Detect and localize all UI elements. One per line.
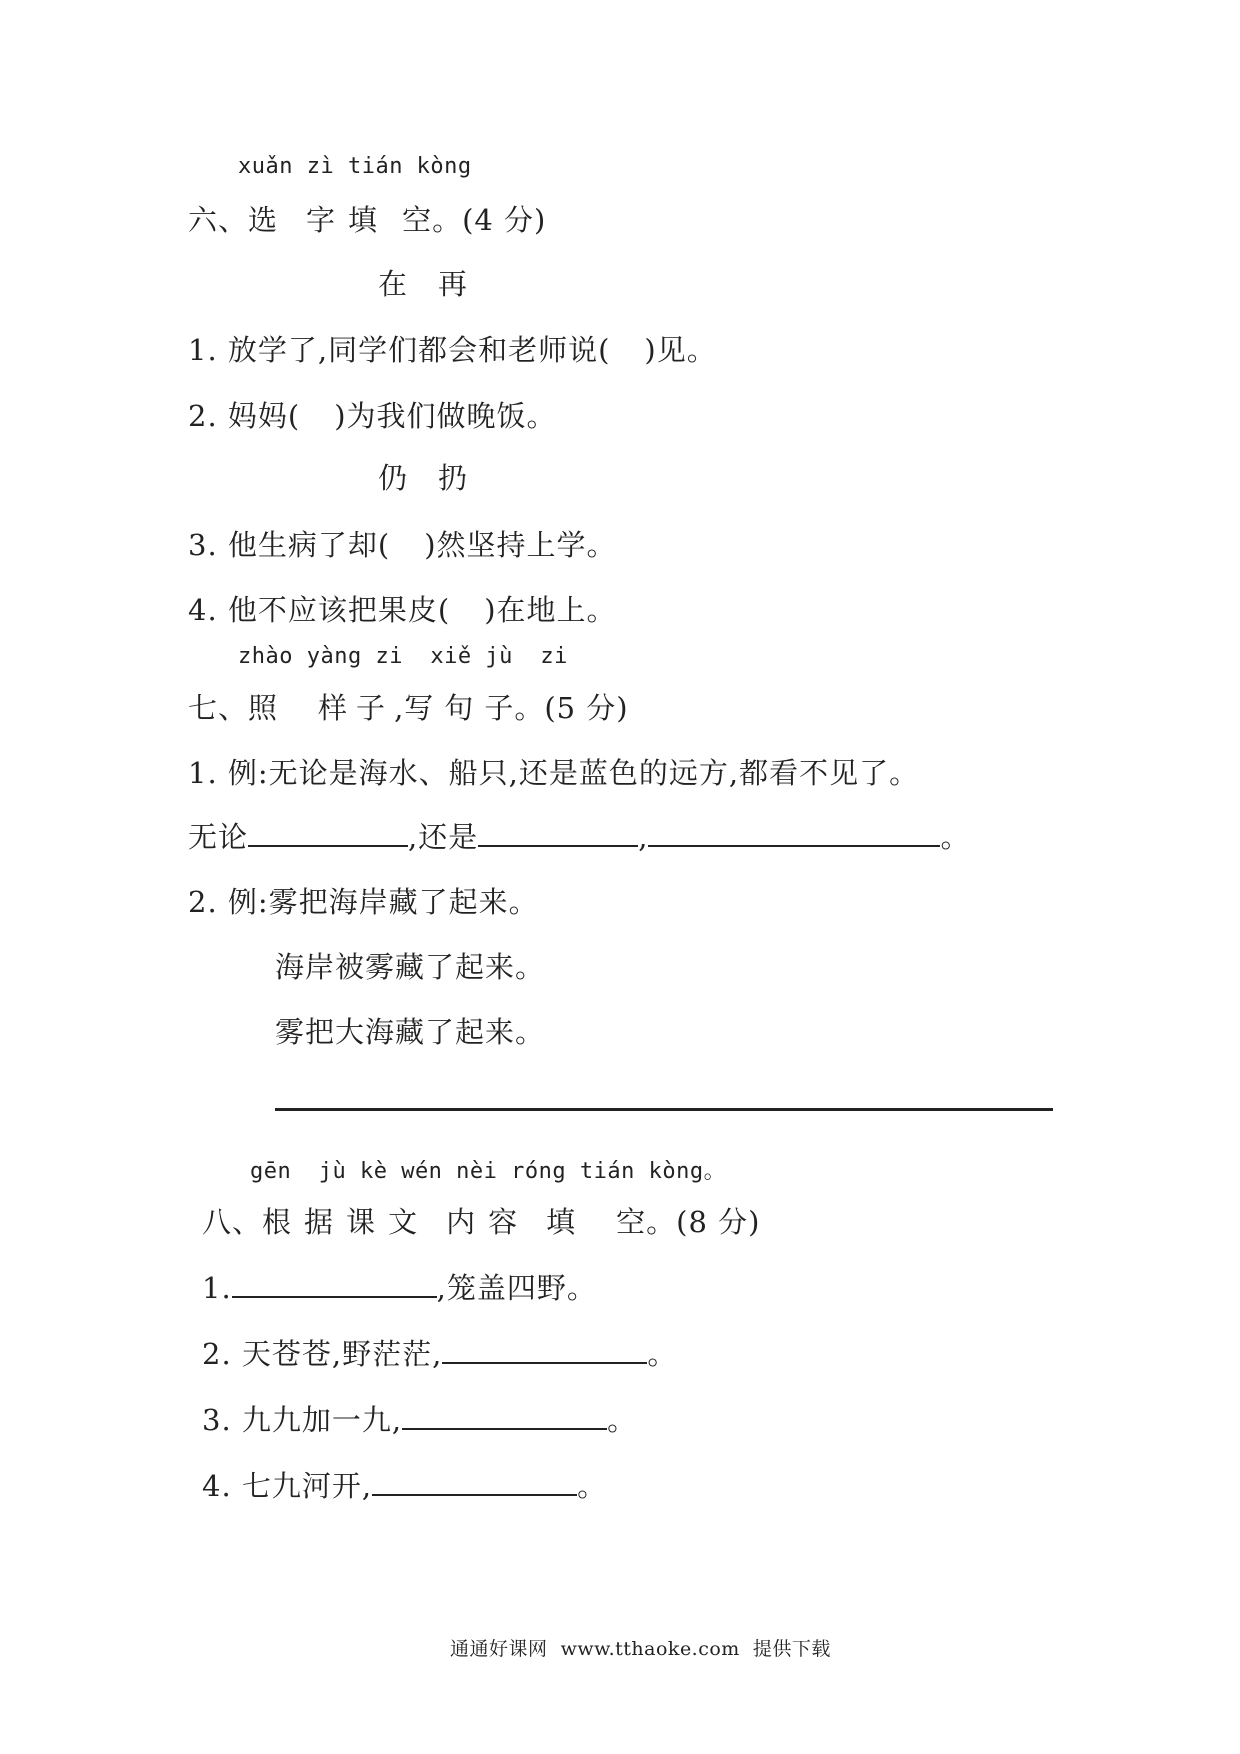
section7-pinyin: zhào yàng zi xiě jù zi xyxy=(238,644,568,669)
section6-heading-char: 字 xyxy=(306,203,337,237)
fill-text: ,还是 xyxy=(408,820,479,854)
answer-blank[interactable] xyxy=(248,817,408,847)
section8-heading-char: 文 xyxy=(388,1205,419,1239)
answer-blank[interactable] xyxy=(478,817,638,847)
section8-heading-char: 根 xyxy=(262,1205,293,1239)
answer-blank[interactable] xyxy=(232,1268,437,1298)
question-text: 1. xyxy=(202,1271,232,1305)
section6-question-3 xyxy=(188,523,617,564)
section7-answer-line[interactable] xyxy=(275,1108,1053,1111)
section8-heading-char: 内 xyxy=(446,1205,477,1239)
section8-question-3 xyxy=(202,1398,637,1439)
section7-example-2: 2. 例:雾把海岸藏了起来。 xyxy=(188,885,539,919)
section6-choices-a xyxy=(378,262,468,303)
section8-heading xyxy=(202,1200,760,1241)
section7-number: 七、 xyxy=(188,691,249,725)
question-text: 。 xyxy=(607,1403,638,1437)
question-text: 3. 他生病了却( xyxy=(188,528,391,562)
section6-choices-b xyxy=(378,456,468,497)
section6-question-1 xyxy=(188,328,717,369)
question-text: 2. 妈妈( xyxy=(188,399,301,433)
section8-pinyin: gēn jù kè wén nèi róng tián kòng。 xyxy=(250,1159,727,1184)
question-text: 3. 九九加一九, xyxy=(202,1403,403,1437)
section8-question-4 xyxy=(202,1464,607,1505)
fill-text: 无论 xyxy=(188,820,249,854)
section7-score: 。(5 分) xyxy=(514,691,629,725)
section6-heading-char: 填 xyxy=(348,203,379,237)
section7-example-2-line-2: 雾把大海藏了起来。 xyxy=(275,1015,546,1049)
answer-blank[interactable] xyxy=(648,817,940,847)
section6-pinyin: xuǎn zì tián kòng xyxy=(238,154,472,179)
footer-credit: 通通好课网 www.tthaoke.com 提供下载 xyxy=(450,1638,831,1660)
section6-number: 六、 xyxy=(188,203,249,237)
section7-heading-char: 照 xyxy=(248,691,279,725)
section7-example-2-line-1: 海岸被雾藏了起来。 xyxy=(275,950,546,984)
question-text: 4. 他不应该把果皮( xyxy=(188,593,451,627)
section8-heading-char: 课 xyxy=(346,1205,377,1239)
question-text: 。 xyxy=(647,1337,678,1371)
section7-heading-char: 写 xyxy=(404,691,435,725)
section7-heading-char: 句 xyxy=(444,691,475,725)
answer-blank[interactable] xyxy=(372,1466,577,1496)
section8-score: 。(8 分) xyxy=(646,1205,761,1239)
section7-heading-char: 样 xyxy=(318,691,349,725)
choice-char: 再 xyxy=(438,267,469,301)
answer-blank[interactable] xyxy=(402,1400,607,1430)
section8-heading-char: 据 xyxy=(304,1205,335,1239)
section6-heading xyxy=(188,198,546,239)
question-text: 4. 七九河开, xyxy=(202,1469,373,1503)
question-text: 1. 放学了,同学们都会和老师说( xyxy=(188,333,611,367)
section7-heading-char: 子 xyxy=(356,691,387,725)
section8-number: 八、 xyxy=(202,1205,263,1239)
section7-heading-char: 子 xyxy=(484,691,515,725)
section8-heading-char: 空 xyxy=(616,1205,647,1239)
question-text: )然坚持上学。 xyxy=(424,528,617,562)
question-text: )在地上。 xyxy=(484,593,617,627)
question-text: 。 xyxy=(577,1469,608,1503)
section7-fill-1 xyxy=(188,815,970,856)
section8-question-2 xyxy=(202,1332,677,1373)
fill-text: , xyxy=(638,820,649,854)
section6-heading-char: 空 xyxy=(402,203,433,237)
section6-heading-char: 选 xyxy=(248,203,279,237)
choice-char: 扔 xyxy=(438,461,469,495)
question-text: ,笼盖四野。 xyxy=(436,1271,597,1305)
answer-blank[interactable] xyxy=(442,1334,647,1364)
section7-heading-char: , xyxy=(394,691,405,725)
fill-text: 。 xyxy=(940,820,971,854)
section8-heading-char: 容 xyxy=(488,1205,519,1239)
section6-score: 。(4 分) xyxy=(432,203,547,237)
question-text: )为我们做晚饭。 xyxy=(334,399,557,433)
section6-question-2 xyxy=(188,394,557,435)
choice-char: 在 xyxy=(378,267,409,301)
section6-question-4 xyxy=(188,588,617,629)
question-text: 2. 天苍苍,野茫茫, xyxy=(202,1337,443,1371)
section8-heading-char: 填 xyxy=(546,1205,577,1239)
section8-question-1 xyxy=(202,1266,597,1307)
choice-char: 仍 xyxy=(378,461,409,495)
section7-heading xyxy=(188,686,629,727)
section7-example-1: 1. 例:无论是海水、船只,还是蓝色的远方,都看不见了。 xyxy=(188,756,920,790)
question-text: )见。 xyxy=(644,333,717,367)
